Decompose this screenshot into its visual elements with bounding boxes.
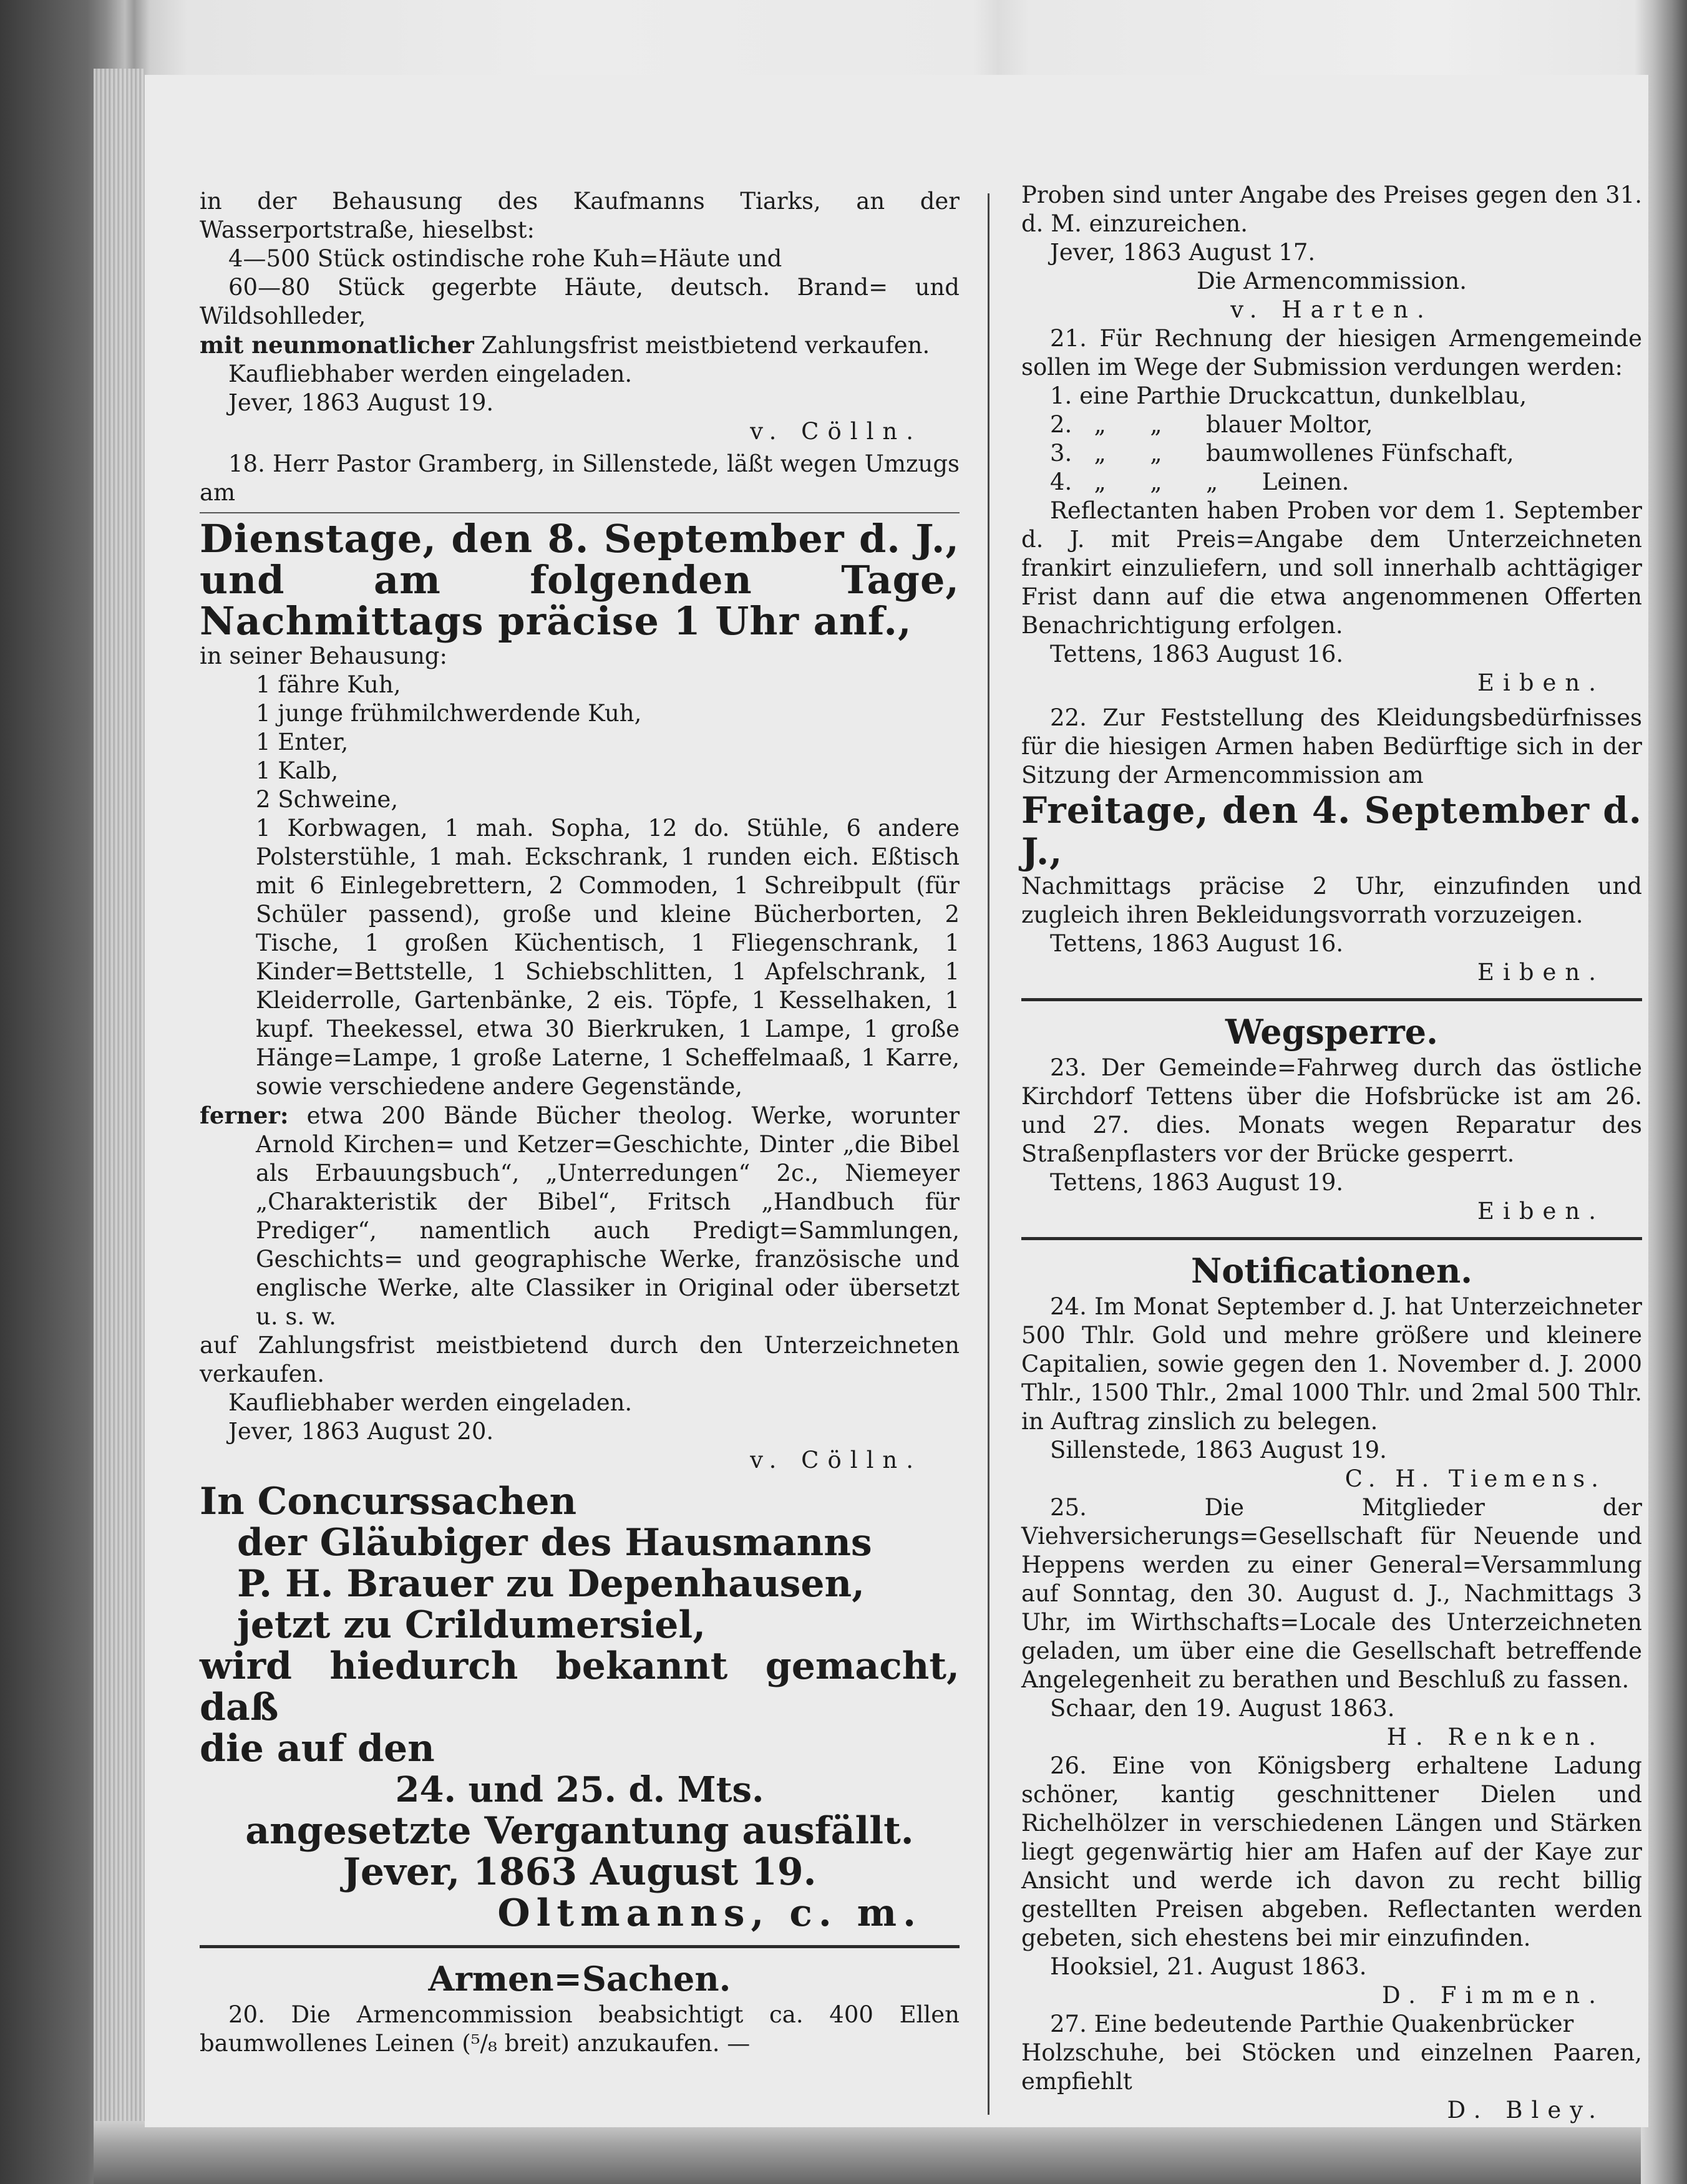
- signature: D. Bley.: [1447, 2097, 1605, 2123]
- ferner-text: etwa 200 Bände Bücher theolog. Werke, worunter Arnold Kirchen= und Ketzer=Geschichte, Dinter „die Bibel als Erbauungsbuch“, „Unterredungen“ 2c., Niemeyer „Charakteristik der Bibel“, Fritsch „Handbuch für Prediger“, namentlich auch Predigt=Sammlungen, Geschichts= und geographische Werke, französische und englische Werke, alte Classiker in Original oder übersetzt u. s. w.: [256, 1102, 960, 1330]
- place-date: Tettens, 1863 August 19.: [1050, 1169, 1344, 1196]
- place-date: Sillenstede, 1863 August 19.: [1050, 1437, 1387, 1463]
- item-27-line-1: 27. Eine bedeutende Parthie Quakenbrücker: [1050, 2011, 1574, 2037]
- concurs-line-6: die auf den: [200, 1727, 435, 1770]
- goods-line-2: 60—80 Stück gegerbte Häute, deutsch. Brand= und Wildsohlleder,: [200, 274, 960, 329]
- concurs-line-1: In Concurssachen: [200, 1480, 577, 1523]
- concurs-line-7: 24. und 25. d. Mts.: [395, 1769, 764, 1810]
- animal-item: 1 fähre Kuh,: [256, 671, 401, 698]
- place-date: Jever, 1863 August 19.: [228, 389, 494, 416]
- continuation-text: in der Behausung des Kaufmanns Tiarks, an der Wasserportstraße, hieselbst:: [200, 188, 960, 243]
- submission-item: 3. „ „ baumwollenes Fünfschaft,: [1050, 440, 1514, 467]
- signature: v. Cölln.: [750, 418, 922, 445]
- place-date: Hooksiel, 21. August 1863.: [1050, 1953, 1367, 1980]
- item-21-text: Reflectanten haben Proben vor dem 1. September d. J. mit Preis=Angabe dem Unterzeichneten frankirt einzuliefern, und soll innerhalb achttägiger Frist dann auf die etwa angenommenen Offerten Benachrichtigung erfolgen.: [1021, 497, 1642, 639]
- signature: Eiben.: [1477, 669, 1605, 696]
- signature: H. Renken.: [1386, 1724, 1605, 1750]
- signature: Eiben.: [1477, 1198, 1605, 1225]
- item-22-intro: 22. Zur Feststellung des Kleidungsbedürfnisses für die hiesigen Armen haben Bedürftige sich in der Sitzung der Armencommission am: [1021, 704, 1642, 789]
- submission-item: 2. „ „ blauer Moltor,: [1050, 411, 1373, 438]
- book-bottom-edge: [94, 2121, 1641, 2184]
- concurs-notice: [200, 1481, 960, 1934]
- item-21-intro: 21. Für Rechnung der hiesigen Armengemeinde sollen im Wege der Submission verdungen werden:: [1021, 325, 1642, 381]
- book-page-edges: [94, 69, 143, 2146]
- submission-item: 4. „ „ „ Leinen.: [1050, 468, 1349, 495]
- concurs-line-8: angesetzte Vergantung ausfällt.: [245, 1809, 914, 1853]
- place-date: Schaar, den 19. August 1863.: [1050, 1695, 1395, 1722]
- item-27-line-2: Holzschuhe, bei Stöcken und einzelnen Paaren, empfiehlt: [1021, 2039, 1642, 2095]
- concurs-line-3: P. H. Brauer zu Depenhausen,: [237, 1562, 865, 1606]
- animal-item: 1 Kalb,: [256, 757, 339, 784]
- column-divider: [988, 193, 989, 2115]
- commission-name: Die Armencommission.: [1196, 268, 1467, 294]
- household-items: 1 Korbwagen, 1 mah. Sopha, 12 do. Stühle, 6 andere Polsterstühle, 1 mah. Eckschrank, 1 runden eich. Eßtisch mit 6 Einlegebrettern, 2 Commoden, 1 Schreibpult (für Schüler passend), große und kleine Bücherborten, 2 Tische, 1 großen Küchentisch, 1 Fliegenschrank, 1 Kinder=Bettstelle, 1 Schiebschlitten, 1 Apfelschrank, 1 Kleiderrolle, Gartenbänke, 2 eis. Töpfe, 1 Kesselhaken, 1 kupf. Theekessel, etwa 30 Bierkruken, 1 Lampe, 1 große Hänge=Lampe, 1 große Laterne, 1 Scheffelmaaß, 1 Karre, sowie verschiedene andere Gegenstände,: [256, 815, 960, 1100]
- section-rule: [200, 1945, 960, 1948]
- place-date: Jever, 1863 August 20.: [228, 1418, 494, 1445]
- item-18-intro: 18. Herr Pastor Gramberg, in Sillenstede, läßt wegen Umzugs am: [200, 450, 960, 506]
- divider: [200, 512, 960, 513]
- item-18-place: in seiner Behausung:: [200, 643, 447, 669]
- place-date: Tettens, 1863 August 16.: [1050, 641, 1344, 667]
- item-20: 20. Die Armencommission beabsichtigt ca. 400 Ellen baumwollenes Leinen (⁵/₈ breit) anzukaufen. —: [200, 2001, 960, 2057]
- wegsperre-heading: Wegsperre.: [1225, 1012, 1438, 1052]
- item-25: 25. Die Mitglieder der Viehversicherungs=Gesellschaft für Neuende und Heppens werden zu einer General=Versammlung auf Sonntag, den 30. August d. J., Nachmittags 3 Uhr, im Wirthschafts=Locale des Unterzeichneten geladen, um über eine die Gesellschaft betreffende Angelegenheit zu berathen und Beschluß zu fassen.: [1021, 1494, 1642, 1693]
- notificationen-heading: Notificationen.: [1190, 1251, 1473, 1291]
- item-22-text: Nachmittags präcise 2 Uhr, einzufinden und zugleich ihren Bekleidungsvorrath vorzuzeigen.: [1021, 873, 1642, 928]
- ferner-paragraph: [200, 1101, 960, 1331]
- concurs-signature: Oltmanns, c. m.: [497, 1891, 922, 1935]
- left-column: [200, 187, 960, 2058]
- concurs-line-9: Jever, 1863 August 19.: [343, 1850, 817, 1894]
- signature: v. Harten.: [1230, 296, 1433, 323]
- signature: Eiben.: [1477, 959, 1605, 986]
- section-rule: [1021, 1237, 1642, 1240]
- animal-item: 1 junge frühmilchwerdende Kuh,: [256, 700, 642, 727]
- terms-rest: Zahlungsfrist meistbietend verkaufen.: [474, 332, 930, 359]
- item-24: 24. Im Monat September d. J. hat Unterzeichneter 500 Thlr. Gold und mehre größere und kleinere Capitalien, sowie gegen den 1. November d. J. 2000 Thlr., 1500 Thlr., 2mal 1000 Thlr. und 2mal 500 Thlr. in Auftrag zinslich zu belegen.: [1021, 1293, 1642, 1435]
- goods-line-1: 4—500 Stück ostindische rohe Kuh=Häute und: [228, 245, 782, 272]
- right-column: [1021, 181, 1642, 2125]
- submission-item: 1. eine Parthie Druckcattun, dunkelblau,: [1050, 382, 1527, 409]
- animal-item: 1 Enter,: [256, 729, 349, 755]
- section-rule: [1021, 998, 1642, 1001]
- concurs-line-2: der Gläubiger des Hausmanns: [237, 1521, 872, 1565]
- place-date: Tettens, 1863 August 16.: [1050, 930, 1344, 957]
- armen-sachen-heading: Armen=Sachen.: [428, 1959, 731, 1999]
- continuation-text: Proben sind unter Angabe des Preises gegen den 31. d. M. einzureichen.: [1021, 182, 1642, 237]
- item-18-date: Dienstage, den 8. September d. J., und am folgenden Tage, Nachmittags präcise 1 Uhr anf.,: [200, 516, 960, 644]
- item-26: 26. Eine von Königsberg erhaltene Ladung schöner, kantig geschnittener Dielen und Richelhölzer in verschiedenen Längen und Stärken liegt gegenwärtig hier am Hafen auf der Kaye zur Ansicht und werde ich davon zu recht billig gestellten Preisen abgeben. Reflectanten werden gebeten, sich ehestens bei mir einzufinden.: [1021, 1752, 1642, 1951]
- terms-bold: mit neunmonatlicher: [200, 331, 474, 359]
- concurs-line-5: wird hiedurch bekannt gemacht, daß: [200, 1644, 960, 1729]
- concurs-line-4: jetzt zu Crildumersiel,: [237, 1603, 706, 1647]
- terms-2: auf Zahlungsfrist meistbietend durch den Unterzeichneten verkaufen.: [200, 1332, 960, 1387]
- signature: D. Fimmen.: [1381, 1982, 1605, 2009]
- item-23: 23. Der Gemeinde=Fahrweg durch das östliche Kirchdorf Tettens über die Hofsbrücke ist am 26. und 27. dies. Monats wegen Reparatur des Straßenpflasters vor der Brücke gesperrt.: [1021, 1054, 1642, 1167]
- item-22-date: Freitage, den 4. September d. J.,: [1021, 789, 1642, 873]
- signature: C. H. Tiemens.: [1344, 1465, 1605, 1492]
- ferner-label: ferner:: [200, 1102, 289, 1129]
- animal-item: 2 Schweine,: [256, 786, 399, 813]
- signature: v. Cölln.: [750, 1447, 922, 1473]
- place-date: Jever, 1863 August 17.: [1050, 239, 1316, 266]
- buyers-invited: Kaufliebhaber werden eingeladen.: [228, 1389, 633, 1416]
- buyers-invited: Kaufliebhaber werden eingeladen.: [228, 361, 633, 387]
- terms-paragraph: [200, 331, 960, 360]
